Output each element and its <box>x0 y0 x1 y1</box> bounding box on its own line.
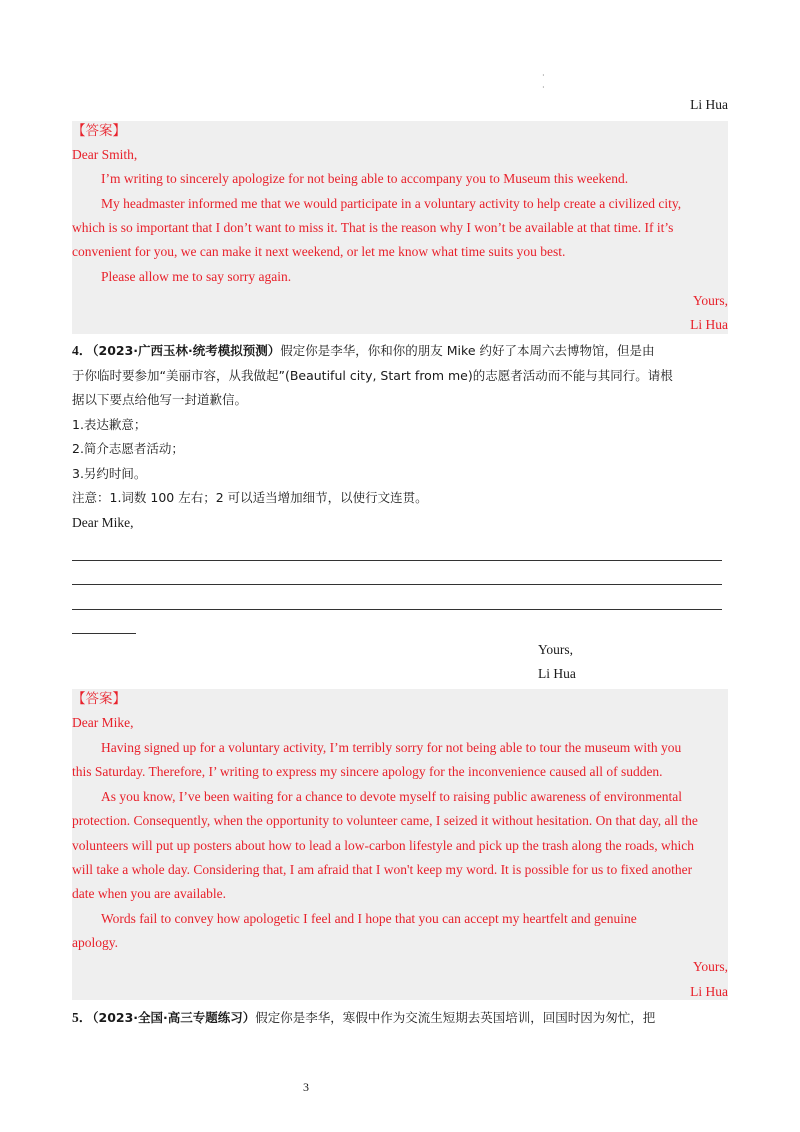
question-point: 3.另约时间。 <box>72 466 147 481</box>
answer-line: will take a whole day. Considering that, I am afraid that I won't keep my word. It is possible for us to fixed another <box>72 862 693 877</box>
top-signature: Li Hua <box>690 97 728 112</box>
answer-line: convenient for you, we can make it next weekend, or let me know what time suits you best. <box>72 244 566 259</box>
answer-tag: 【答案】 <box>72 691 126 706</box>
question-source: （2023·全国·高三专题练习） <box>92 1010 256 1025</box>
writing-blank-line[interactable] <box>72 609 722 610</box>
answer-greeting: Dear Mike, <box>72 715 134 730</box>
answer-line: As you know, I’ve been waiting for a chance to devote myself to raising public awareness of environmental <box>101 789 682 804</box>
answer-line: which is so important that I don’t want to miss it. That is the reason why I won’t be available at that time. If it’s <box>72 220 674 235</box>
question-source: （2023·广西玉林·统考模拟预测） <box>92 343 281 358</box>
writing-blank-line[interactable] <box>72 584 722 585</box>
question-point: 1.表达歉意； <box>72 417 147 432</box>
answer-line: Words fail to convey how apologetic I feel and I hope that you can accept my heartfelt and genuine <box>101 911 637 926</box>
question-point: 2.简介志愿者活动； <box>72 441 184 456</box>
answer-signature: Li Hua <box>690 984 728 999</box>
answer-tag: 【答案】 <box>72 123 126 138</box>
answer-closing: Yours, <box>692 959 728 974</box>
question-5-line-1 <box>72 1009 655 1027</box>
question-prompt: 假定你是李华，你和你的朋友 Mike 约好了本周六去博物馆，但是由 <box>280 343 655 358</box>
question-note: 注意：1.词数 100 左右；2 可以适当增加细节，以使行文连贯。 <box>72 490 428 505</box>
question-number: 5． <box>72 1010 93 1025</box>
writing-blank-line[interactable] <box>72 633 136 634</box>
answer-line: protection. Consequently, when the opportunity to volunteer came, I seized it without hesitation. On that day, all the <box>72 813 698 828</box>
answer-line: volunteers will put up posters about how to lead a low-carbon lifestyle and pick up the trash along the roads, which <box>72 838 694 853</box>
answer-line: this Saturday. Therefore, I’ writing to express my sincere apology for the inconvenience caused all of sudden. <box>72 764 663 779</box>
answer-greeting: Dear Smith, <box>72 147 138 162</box>
question-number: 4． <box>72 343 93 358</box>
answer-line: Having signed up for a voluntary activity, I’m terribly sorry for not being able to tour the museum with you <box>101 740 682 755</box>
letter-greeting: Dear Mike, <box>72 515 134 530</box>
question-prompt: 假定你是李华，寒假中作为交流生短期去英国培训，回国时因为匆忙，把 <box>255 1010 656 1025</box>
question-prompt: 据以下要点给他写一封道歉信。 <box>72 392 248 407</box>
answer-line: apology. <box>72 935 118 950</box>
decorative-dots: · · <box>542 71 545 92</box>
letter-closing: Yours, <box>538 642 574 657</box>
question-4-line-1 <box>72 342 655 360</box>
page-number: 3 <box>303 1080 309 1094</box>
writing-blank-line[interactable] <box>72 560 722 561</box>
answer-line: I’m writing to sincerely apologize for not being able to accompany you to Museum this weekend. <box>101 171 629 186</box>
question-prompt: 于你临时要参加“美丽市容，从我做起”(Beautiful city, Start from me)的志愿者活动而不能与其同行。请根 <box>72 368 673 383</box>
letter-signature: Li Hua <box>538 666 576 681</box>
answer-signature: Li Hua <box>690 317 728 332</box>
answer-line: My headmaster informed me that we would participate in a voluntary activity to help create a civilized city, <box>101 196 682 211</box>
answer-line: Please allow me to say sorry again. <box>101 269 292 284</box>
answer-line: date when you are available. <box>72 886 227 901</box>
answer-closing: Yours, <box>692 293 728 308</box>
